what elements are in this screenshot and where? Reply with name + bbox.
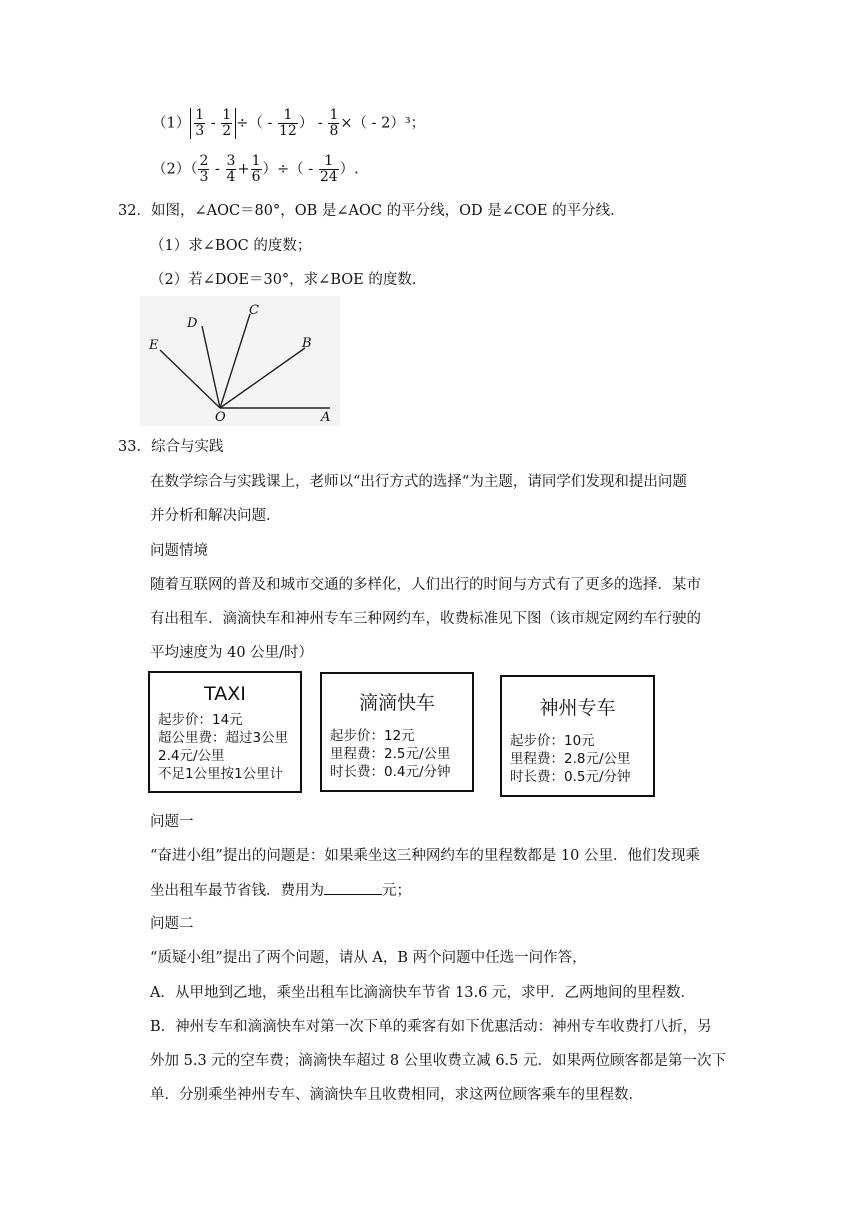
problem1-text: 坐出租车最节省钱．费用为 <box>150 883 324 899</box>
shenzhou-fare-card <box>500 675 655 797</box>
card-row: 里程费：2.5元/公里 <box>330 746 451 762</box>
numerator: 1 <box>278 108 298 124</box>
card-row: 起步价：10元 <box>510 733 595 749</box>
context-line1: 随着互联网的普及和城市交通的多样化，人们出行的时间与方式有了更多的选择．某市 <box>150 577 701 593</box>
part-index: （1） <box>152 115 191 132</box>
problem1-line1: “奋进小组”提出的问题是：如果乘坐这三种网约车的里程数都是 10 公里．他们发现乘 <box>150 848 700 864</box>
option-b-line2: 外加 5.3 元的空车费；滴滴快车超过 8 公里收费立减 6.5 元．如果两位顾客都是第一次下 <box>150 1053 726 1069</box>
card-row: 超公里费：超过3公里 <box>158 730 289 746</box>
denominator: 24 <box>319 169 338 185</box>
card-row: 时长费：0.5元/分钟 <box>510 769 631 785</box>
fraction <box>226 154 237 185</box>
card-title: 滴滴快车 <box>358 692 435 714</box>
fraction <box>194 108 205 139</box>
problem1-label: 问题一 <box>150 814 194 830</box>
q32-sub1: （1）求∠BOC 的度数； <box>150 238 312 254</box>
problem1-line2 <box>150 880 411 901</box>
q33-title: 33．综合与实践 <box>118 439 224 455</box>
fraction <box>198 154 209 185</box>
context-line3: 平均速度为 40 公里/时） <box>150 645 314 661</box>
q31-part1 <box>152 108 425 139</box>
label-D: D <box>187 316 198 331</box>
context-label: 问题情境 <box>150 543 208 559</box>
operator: ）÷（ - <box>262 161 318 178</box>
option-b-line1: B．神州专车和滴滴快车对第一次下单的乘客有如下优惠活动：神州专车收费打八折，另 <box>150 1019 712 1035</box>
fraction <box>251 154 262 185</box>
option-a: A．从甲地到乙地，乘坐出租车比滴滴快车节省 13.6 元，求甲．乙两地间的里程数． <box>150 985 695 1001</box>
label-A: A <box>321 410 331 425</box>
didi-fare-card <box>320 672 474 792</box>
expression-tail: ×（ - 2）³； <box>340 115 426 132</box>
denominator: 12 <box>278 123 297 139</box>
numerator: 3 <box>226 153 236 169</box>
q32-stem: 32．如图，∠AOC＝80°，OB 是∠AOC 的平分线，OD 是∠COE 的平分线． <box>118 203 625 219</box>
numerator: 1 <box>251 153 261 169</box>
answer-blank[interactable] <box>324 880 382 895</box>
part-index: （2）（ <box>152 161 198 178</box>
card-row: 2.4元/公里 <box>158 748 225 764</box>
numerator: 1 <box>319 154 339 170</box>
label-C: C <box>249 303 259 318</box>
q32-sub2: （2）若∠DOE＝30°，求∠BOE 的度数． <box>150 272 427 288</box>
card-row: 起步价：12元 <box>330 728 415 744</box>
q33-intro-line1: 在数学综合与实践课上，老师以“出行方式的选择“为主题，请同学们发现和提出问题 <box>150 474 687 490</box>
label-O: O <box>215 410 226 425</box>
option-b-line3: 单．分别乘坐神州专车、滴滴快车且收费相同，求这两位顾客乘车的里程数． <box>150 1087 643 1103</box>
label-E: E <box>149 338 159 353</box>
operator: - <box>210 161 225 178</box>
denominator: 4 <box>226 169 236 185</box>
expression-tail: ）. <box>339 161 359 178</box>
card-row: 起步价：14元 <box>158 712 243 728</box>
q31-part2 <box>152 154 359 185</box>
card-row: 时长费：0.4元/分钟 <box>330 764 451 780</box>
fraction <box>319 154 339 185</box>
problem1-unit: 元； <box>382 883 411 899</box>
card-title: TAXI <box>204 683 246 705</box>
card-row: 里程费：2.8元/公里 <box>510 751 631 767</box>
numerator: 2 <box>199 153 209 169</box>
angle-diagram <box>140 296 340 426</box>
operator: ） - <box>298 115 328 132</box>
operator: ÷（ - <box>236 115 277 132</box>
denominator: 2 <box>222 123 232 139</box>
denominator: 6 <box>251 169 261 185</box>
denominator: 3 <box>199 169 209 185</box>
fraction <box>278 108 298 139</box>
operator: + <box>237 161 250 178</box>
label-B: B <box>302 336 312 351</box>
denominator: 3 <box>195 123 205 139</box>
problem2-label: 问题二 <box>150 916 194 932</box>
operator: - <box>206 115 221 132</box>
card-title: 神州专车 <box>539 697 616 719</box>
card-row: 不足1公里按1公里计 <box>158 766 284 782</box>
fraction <box>328 108 339 139</box>
problem2-intro: “质疑小组”提出了两个问题，请从 A，B 两个问题中任选一问作答， <box>150 950 587 966</box>
numerator: 1 <box>329 107 339 123</box>
diagram-background <box>140 296 340 426</box>
context-line2: 有出租车．滴滴快车和神州专车三种网约车，收费标准见下图（该市规定网约车行驶的 <box>150 611 701 627</box>
absolute-value <box>190 108 236 139</box>
numerator: 1 <box>222 107 232 123</box>
q33-intro-line2: 并分析和解决问题． <box>150 508 281 524</box>
numerator: 1 <box>195 107 205 123</box>
taxi-fare-card <box>148 671 302 793</box>
denominator: 8 <box>329 123 339 139</box>
fraction <box>221 108 232 139</box>
